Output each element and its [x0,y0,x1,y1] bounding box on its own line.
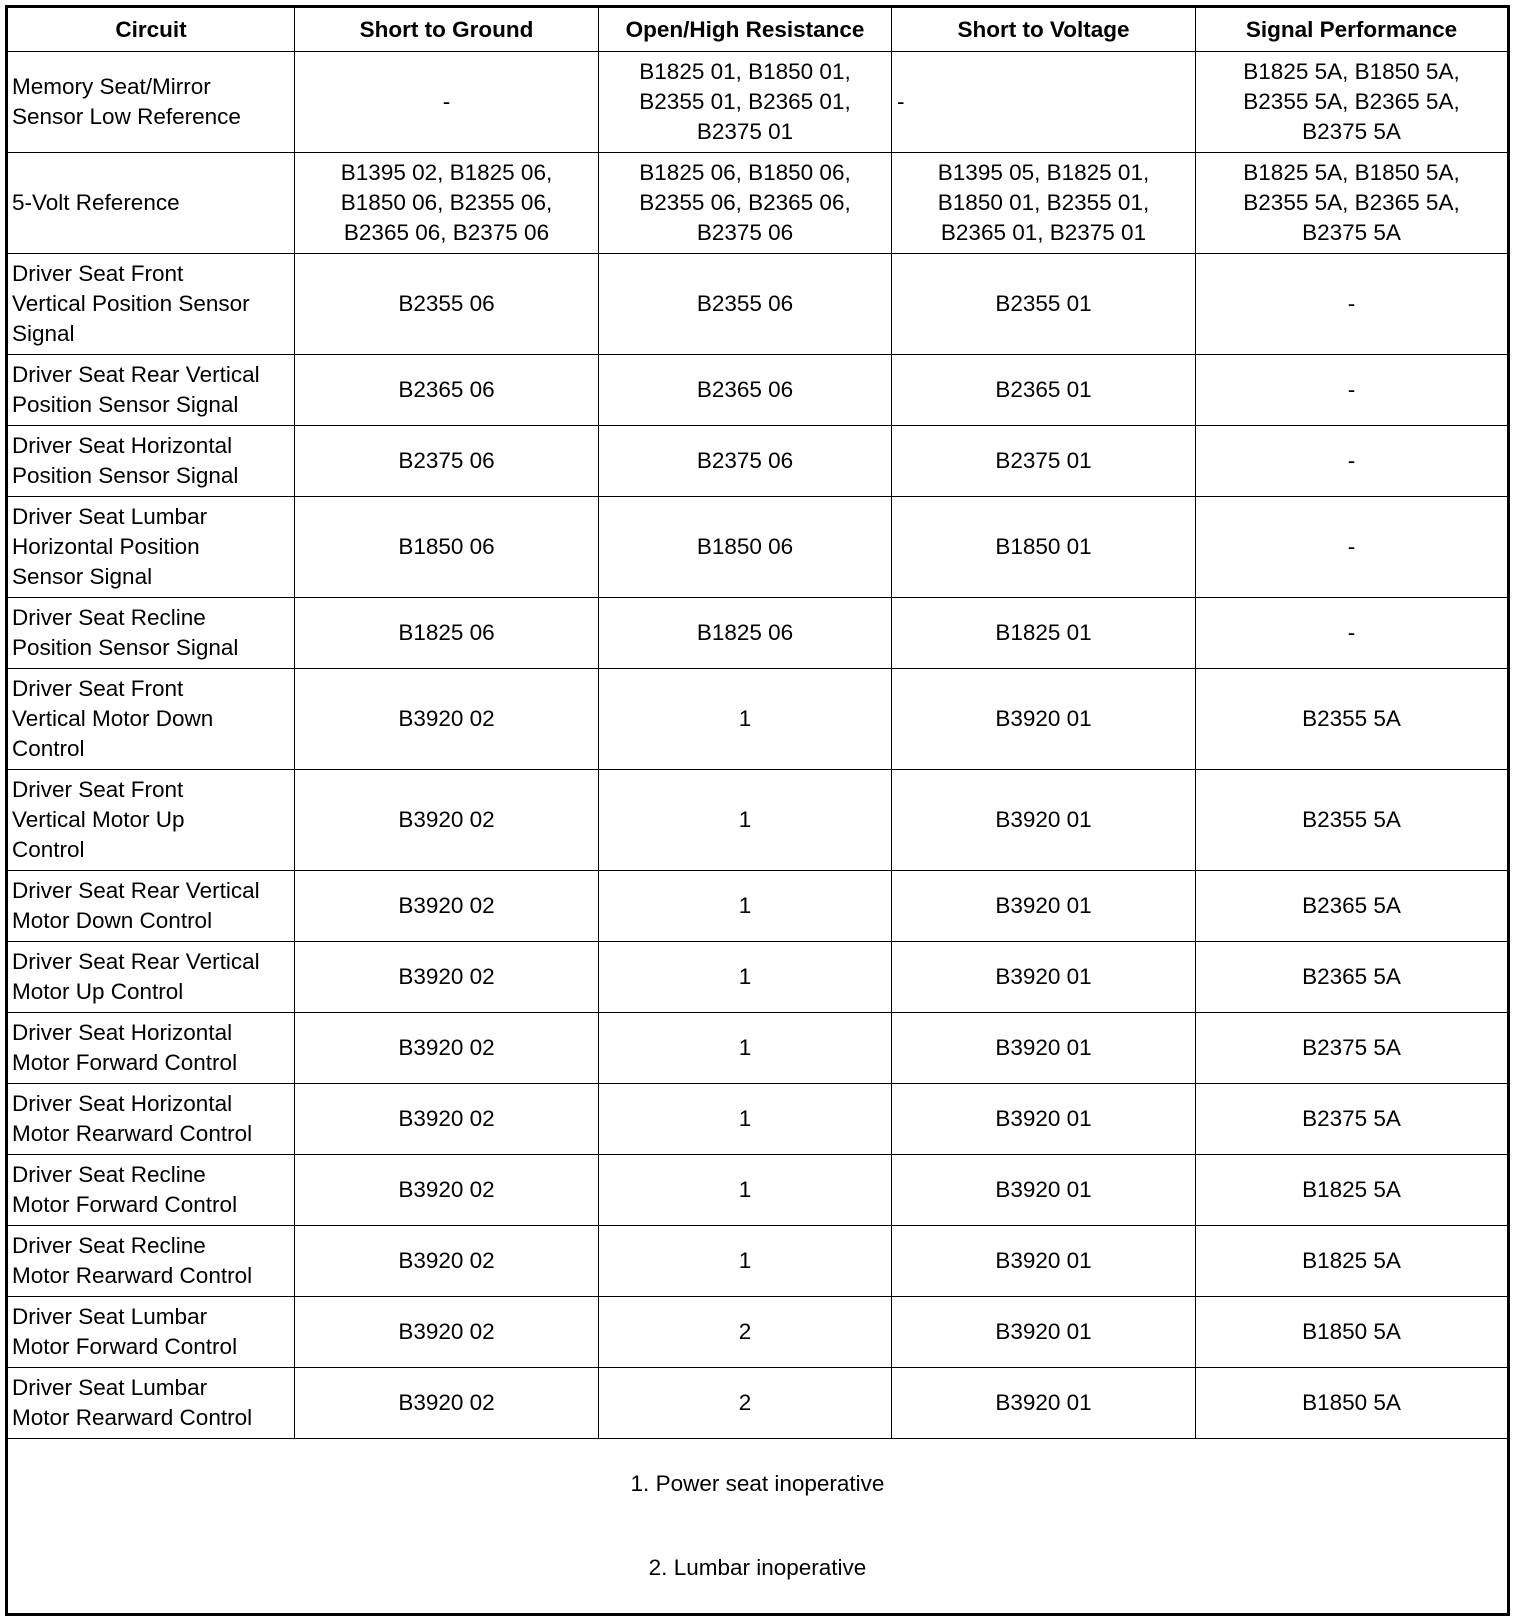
short-to-voltage-cell: B2375 01 [892,426,1196,497]
open-high-resistance-cell: 1 [599,1084,892,1155]
short-to-ground-cell: B3920 02 [295,1297,599,1368]
short-to-ground-cell: B2365 06 [295,355,599,426]
signal-performance-cell: B2355 5A [1196,669,1509,770]
short-to-voltage-cell: B3920 01 [892,1013,1196,1084]
signal-performance-cell: B2355 5A [1196,770,1509,871]
table-row [7,52,1509,153]
table-row [7,942,1509,1013]
header-circuit: Circuit [7,7,295,52]
table-row [7,497,1509,598]
short-to-ground-cell: B3920 02 [295,1226,599,1297]
open-high-resistance-cell: 2 [599,1368,892,1439]
short-to-voltage-cell: B2355 01 [892,254,1196,355]
short-to-ground-cell: B3920 02 [295,1368,599,1439]
open-high-resistance-cell: 2 [599,1297,892,1368]
table-row [7,1155,1509,1226]
signal-performance-cell: - [1196,426,1509,497]
circuit-cell: Driver Seat Front Vertical Motor Up Control [7,770,295,871]
signal-performance-cell: B1850 5A [1196,1297,1509,1368]
table-row [7,355,1509,426]
circuit-cell: Driver Seat Horizontal Motor Rearward Control [7,1084,295,1155]
circuit-cell: Driver Seat Lumbar Motor Forward Control [7,1297,295,1368]
circuit-cell: Memory Seat/Mirror Sensor Low Reference [7,52,295,153]
signal-performance-cell: - [1196,497,1509,598]
short-to-ground-cell: B1850 06 [295,497,599,598]
short-to-ground-cell: B3920 02 [295,1155,599,1226]
circuit-cell: Driver Seat Horizontal Motor Forward Control [7,1013,295,1084]
notes-row [7,1439,1509,1615]
open-high-resistance-cell: 1 [599,1013,892,1084]
short-to-ground-cell: B3920 02 [295,669,599,770]
open-high-resistance-cell: 1 [599,770,892,871]
short-to-voltage-cell: B3920 01 [892,770,1196,871]
table-row [7,1084,1509,1155]
short-to-ground-cell: B2375 06 [295,426,599,497]
circuit-cell: Driver Seat Recline Motor Forward Control [7,1155,295,1226]
open-high-resistance-cell: 1 [599,669,892,770]
circuit-cell: Driver Seat Rear Vertical Position Sensor Signal [7,355,295,426]
signal-performance-cell: B1825 5A, B1850 5A, B2355 5A, B2365 5A, B2375 5A [1196,52,1509,153]
short-to-ground-cell: B3920 02 [295,770,599,871]
short-to-voltage-cell: B3920 01 [892,942,1196,1013]
header-signal-performance: Signal Performance [1196,7,1509,52]
table-row [7,1226,1509,1297]
table-row [7,153,1509,254]
open-high-resistance-cell: 1 [599,942,892,1013]
open-high-resistance-cell: B1825 06 [599,598,892,669]
short-to-ground-cell: B1395 02, B1825 06, B1850 06, B2355 06, B2365 06, B2375 06 [295,153,599,254]
signal-performance-cell: B1825 5A [1196,1155,1509,1226]
footnote-2: 2. Lumbar inoperative [648,1555,867,1580]
short-to-voltage-cell: B3920 01 [892,1155,1196,1226]
signal-performance-cell: B1850 5A [1196,1368,1509,1439]
short-to-voltage-cell: B1850 01 [892,497,1196,598]
header-short-to-ground: Short to Ground [295,7,599,52]
short-to-ground-cell: B3920 02 [295,942,599,1013]
notes-cell [7,1439,1509,1615]
signal-performance-cell: - [1196,254,1509,355]
short-to-voltage-cell: B2365 01 [892,355,1196,426]
dtc-circuit-table [5,5,1510,1616]
open-high-resistance-cell: B2365 06 [599,355,892,426]
open-high-resistance-cell: B2375 06 [599,426,892,497]
table-row [7,871,1509,942]
short-to-ground-cell: B2355 06 [295,254,599,355]
circuit-cell: Driver Seat Lumbar Horizontal Position Sensor Signal [7,497,295,598]
table-row [7,1013,1509,1084]
short-to-ground-cell: B1825 06 [295,598,599,669]
open-high-resistance-cell: B1825 06, B1850 06, B2355 06, B2365 06, B2375 06 [599,153,892,254]
open-high-resistance-cell: 1 [599,1155,892,1226]
short-to-ground-cell: B3920 02 [295,871,599,942]
short-to-ground-cell: - [295,52,599,153]
table-row [7,254,1509,355]
circuit-cell: Driver Seat Recline Position Sensor Signal [7,598,295,669]
short-to-voltage-cell: B1395 05, B1825 01, B1850 01, B2355 01, B2365 01, B2375 01 [892,153,1196,254]
open-high-resistance-cell: B2355 06 [599,254,892,355]
header-row [7,7,1509,52]
circuit-cell: Driver Seat Rear Vertical Motor Up Control [7,942,295,1013]
table-row [7,770,1509,871]
signal-performance-cell: - [1196,598,1509,669]
short-to-voltage-cell: B1825 01 [892,598,1196,669]
open-high-resistance-cell: 1 [599,871,892,942]
open-high-resistance-cell: B1850 06 [599,497,892,598]
short-to-voltage-cell: B3920 01 [892,1084,1196,1155]
short-to-voltage-cell: B3920 01 [892,1226,1196,1297]
signal-performance-cell: B2365 5A [1196,871,1509,942]
open-high-resistance-cell: B1825 01, B1850 01, B2355 01, B2365 01, B2375 01 [599,52,892,153]
short-to-ground-cell: B3920 02 [295,1084,599,1155]
signal-performance-cell: B2375 5A [1196,1013,1509,1084]
table-row [7,426,1509,497]
circuit-cell: Driver Seat Front Vertical Position Sensor Signal [7,254,295,355]
header-short-to-voltage: Short to Voltage [892,7,1196,52]
signal-performance-cell: B1825 5A [1196,1226,1509,1297]
signal-performance-cell: B1825 5A, B1850 5A, B2355 5A, B2365 5A, B2375 5A [1196,153,1509,254]
short-to-voltage-cell: B3920 01 [892,669,1196,770]
open-high-resistance-cell: 1 [599,1226,892,1297]
short-to-voltage-cell: B3920 01 [892,871,1196,942]
circuit-cell: Driver Seat Rear Vertical Motor Down Control [7,871,295,942]
table-row [7,598,1509,669]
short-to-voltage-cell: B3920 01 [892,1368,1196,1439]
table-row [7,1368,1509,1439]
signal-performance-cell: B2365 5A [1196,942,1509,1013]
signal-performance-cell: B2375 5A [1196,1084,1509,1155]
circuit-cell: Driver Seat Front Vertical Motor Down Control [7,669,295,770]
circuit-cell: Driver Seat Lumbar Motor Rearward Control [7,1368,295,1439]
short-to-ground-cell: B3920 02 [295,1013,599,1084]
circuit-cell: Driver Seat Horizontal Position Sensor Signal [7,426,295,497]
short-to-voltage-cell: B3920 01 [892,1297,1196,1368]
table-row [7,1297,1509,1368]
header-open-high-resistance: Open/High Resistance [599,7,892,52]
footnote-1: 1. Power seat inoperative [630,1471,885,1496]
table-row [7,669,1509,770]
short-to-voltage-cell: - [892,52,1196,153]
circuit-cell: 5-Volt Reference [7,153,295,254]
circuit-cell: Driver Seat Recline Motor Rearward Control [7,1226,295,1297]
signal-performance-cell: - [1196,355,1509,426]
